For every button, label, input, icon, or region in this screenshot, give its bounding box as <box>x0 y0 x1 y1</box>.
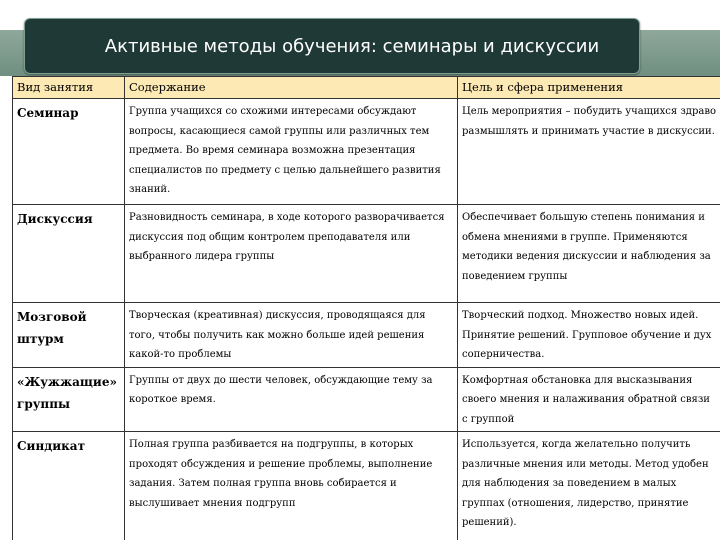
row-goal: Цель мероприятия – побудить учащихся здраво размышлять и принимать участие в дискуссии. <box>458 99 720 205</box>
table-row <box>13 205 720 303</box>
table-row <box>13 99 720 205</box>
row-content: Разновидность семинара, в ходе которого разворачивается дискуссия под общим контролем преподавателя или выбранного лидера группы <box>125 205 458 303</box>
row-content: Группы от двух до шести человек, обсуждающие тему за короткое время. <box>125 367 458 432</box>
row-content: Полная группа разбивается на подгруппы, в которых проходят обсуждения и решение проблемы, выполнение задания. Затем полная группа вновь собирается и выслушивает мнения подгрупп <box>125 432 458 540</box>
row-content: Творческая (креативная) дискуссия, проводящаяся для того, чтобы получить как можно больше идей решения какой-то проблемы <box>125 303 458 368</box>
header-goal: Цель и сфера применения <box>458 77 720 99</box>
table-row <box>13 367 720 432</box>
table-row <box>13 432 720 540</box>
row-goal: Используется, когда желательно получить различные мнения или методы. Метод удобен для наблюдения за поведением в малых группах (отношения, лидерство, принятие решений). <box>458 432 720 540</box>
row-type: «Жужжащие» группы <box>13 367 125 432</box>
row-goal: Обеспечивает большую степень понимания и обмена мнениями в группе. Применяются методики ведения дискуссии и наблюдения за поведением группы <box>458 205 720 303</box>
row-type: Мозговой штурм <box>13 303 125 368</box>
methods-table <box>12 76 720 540</box>
table-header-row <box>13 77 720 99</box>
slide-title: Активные методы обучения: семинары и дискуссии <box>104 35 600 57</box>
row-content: Группа учащихся со схожими интересами обсуждают вопросы, касающиеся самой группы или различных тем предмета. Во время семинара возможна презентация специалистов по предмету с целью дальнейшего развития знаний. <box>125 99 458 205</box>
header-type: Вид занятия <box>13 77 125 99</box>
header-content: Содержание <box>125 77 458 99</box>
table-row <box>13 303 720 368</box>
row-goal: Творческий подход. Множество новых идей. Принятие решений. Групповое обучение и дух соперничества. <box>458 303 720 368</box>
row-type: Семинар <box>13 99 125 205</box>
row-goal: Комфортная обстановка для высказывания своего мнения и налаживания обратной связи с группой <box>458 367 720 432</box>
row-type: Синдикат <box>13 432 125 540</box>
row-type: Дискуссия <box>13 205 125 303</box>
title-bar <box>24 18 640 74</box>
methods-table-wrap <box>12 76 720 540</box>
